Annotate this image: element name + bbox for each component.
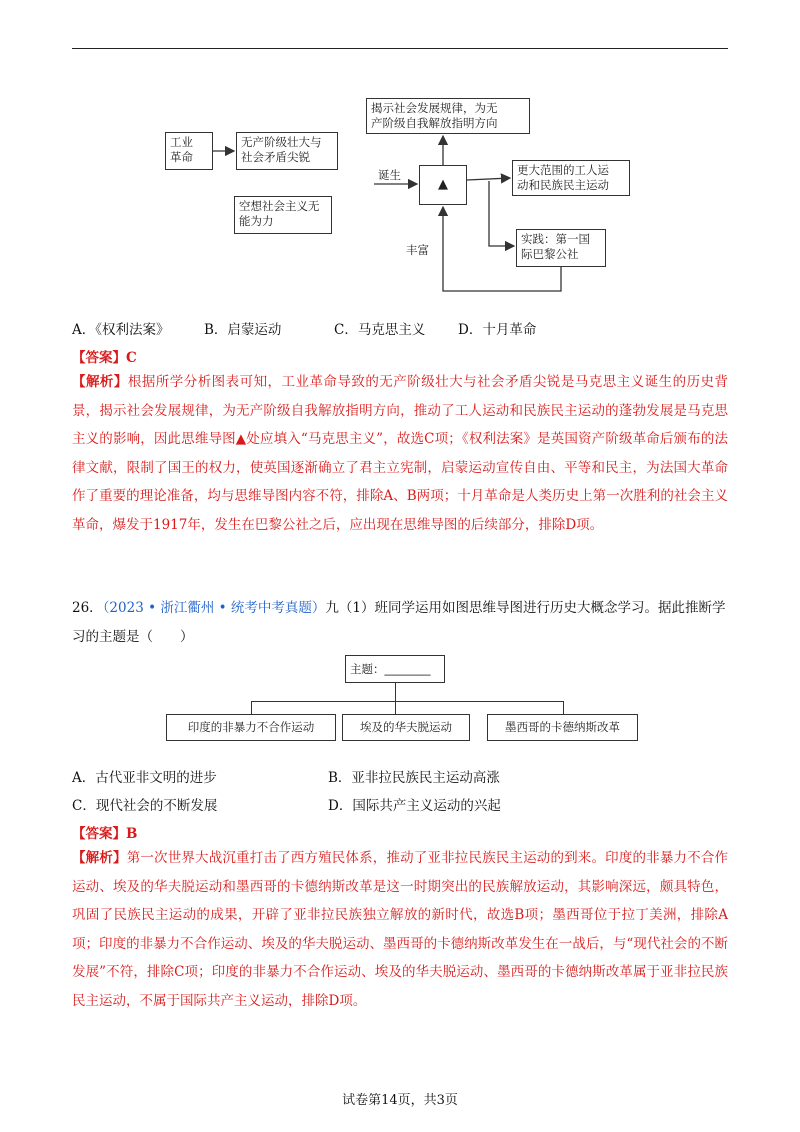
analysis-tag: 【解析】 <box>72 850 127 866</box>
page-footer: 试卷第14页，共3页 <box>342 1093 458 1108</box>
answer-tag: 【答案】 <box>72 826 126 842</box>
theme-item-egypt: 埃及的华夫脱运动 <box>342 714 470 741</box>
q26-option-a: A．古代亚非文明的进步 <box>72 770 217 786</box>
question-26 <box>72 594 728 651</box>
answer-q25 <box>72 346 137 366</box>
label-enrich: 丰富 <box>406 243 429 257</box>
answer-tag: 【答案】 <box>72 350 126 366</box>
option-b: B．启蒙运动 <box>204 322 282 338</box>
diagram1-connectors <box>0 0 800 310</box>
node-utopian-socialism: 空想社会主义无 能为力 <box>234 196 332 234</box>
node-workers-movement: 更大范围的工人运 动和民族民主运动 <box>512 160 630 196</box>
option-c: C．马克思主义 <box>334 322 426 338</box>
theme-item-india: 印度的非暴力不合作运动 <box>166 714 336 741</box>
node-industrial-revolution: 工业 革命 <box>165 132 213 170</box>
option-d: D．十月革命 <box>458 322 537 338</box>
node-practice-commune: 实践：第一国 际巴黎公社 <box>516 229 606 267</box>
analysis-q25 <box>72 368 728 539</box>
q26-option-d: D．国际共产主义运动的兴起 <box>328 798 501 814</box>
theme-box: 主题：________ <box>345 655 445 683</box>
node-center-blank: ▲ <box>419 165 467 205</box>
q26-option-b: B．亚非拉民族民主运动高涨 <box>328 770 500 786</box>
answer-q26 <box>72 822 137 842</box>
question-number: 26． <box>72 600 103 616</box>
answer-value: B <box>126 826 138 842</box>
node-top-significance: 揭示社会发展规律，为无 产阶级自我解放指明方向 <box>366 98 530 134</box>
analysis-text: 根据所学分析图表可知，工业革命导致的无产阶级壮大与社会矛盾尖锐是马克思主义诞生的历史背景，揭示社会发展规律，为无产阶级自我解放指明方向，推动了工人运动和民族民主运动的蓬勃发展是马克思主义的影响，因此思维导图▲处应填入“马克思主义”，故选C项；《权利法案》是英国资产阶级革命后颁布的法律文献，限制了国王的权力，使英国逐渐确立了君主立宪制，启蒙运动宣传自由、平等和民主，为法国大革命作了重要的理论准备，均与思维导图内容不符，排除A、B两项；十月革命是人类历史上第一次胜利的社会主义革命，爆发于1917年，发生在巴黎公社之后，应出现在思维导图的后续部分，排除D项。 <box>72 374 729 533</box>
question-stem: 九（1）班同学运用如图思维导图进行历史大概念学习。据此推断学习的主题是（ ） <box>72 600 726 645</box>
q26-option-c: C．现代社会的不断发展 <box>72 798 218 814</box>
analysis-tag: 【解析】 <box>72 374 128 390</box>
analysis-text: 第一次世界大战沉重打击了西方殖民体系，推动了亚非拉民族民主运动的到来。印度的非暴力不合作运动、埃及的华夫脱运动和墨西哥的卡德纳斯改革是这一时期突出的民族解放运动，其影响深远，颇具特色，巩固了民族民主运动的成果，开辟了亚非拉民族独立解放的新时代，故选B项；墨西哥位于拉丁美洲，排除A项；印度的非暴力不合作运动、埃及的华夫脱运动、墨西哥的卡德纳斯改革发生在一战后，与“现代社会的不断发展”不符，排除C项；印度的非暴力不合作运动、埃及的华夫脱运动、墨西哥的卡德纳斯改革属于亚非拉民族民主运动，不属于国际共产主义运动，排除D项。 <box>72 850 729 1009</box>
label-birth: 诞生 <box>378 168 401 182</box>
analysis-q26 <box>72 844 728 1015</box>
theme-item-mexico: 墨西哥的卡德纳斯改革 <box>487 714 638 741</box>
node-proletariat: 无产阶级壮大与 社会矛盾尖锐 <box>236 132 338 170</box>
answer-value: C <box>126 350 137 366</box>
option-a: A．《权利法案》 <box>72 322 170 338</box>
question-source: （2023 • 浙江衢州 • 统考中考真题） <box>102 600 326 616</box>
